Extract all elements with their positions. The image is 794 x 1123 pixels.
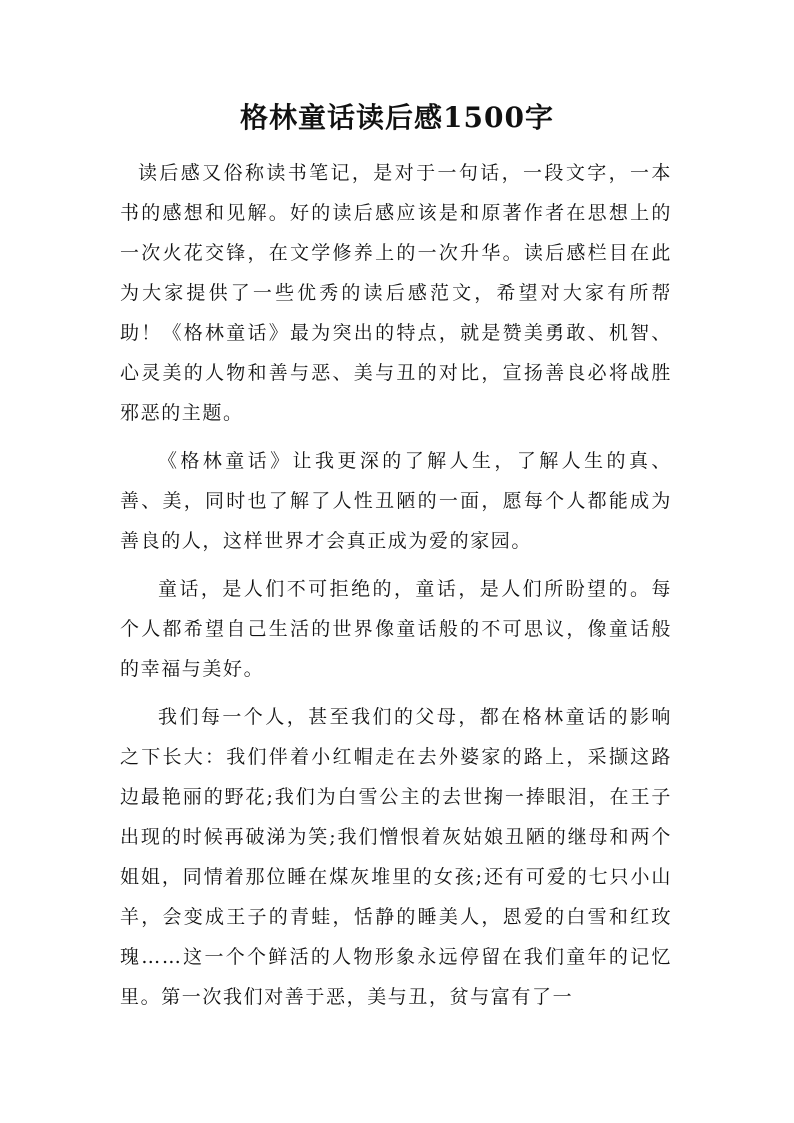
article-body <box>120 153 672 1017</box>
paragraph-childhood-memories: 我们每一个人，甚至我们的父母，都在格林童话的影响之下长大：我们伴着小红帽走在去外婆家的路上，采撷这路边最艳丽的野花;我们为白雪公主的去世掬一捧眼泪，在王子出现的时候再破涕为笑;我们憎恨着灰姑娘丑陋的继母和两个姐姐，同情着那位睡在煤灰堆里的女孩;还有可爱的七只小山羊，会变成王子的青蛙，恬静的睡美人，恩爱的白雪和红玫瑰……这一个个鲜活的人物形象永远停留在我们童年的记忆里。第一次我们对善于恶，美与丑，贫与富有了一 <box>120 706 672 1008</box>
paragraph-intro: 读后感又俗称读书笔记，是对于一句话，一段文字，一本书的感想和见解。好的读后感应该是和原著作者在思想上的一次火花交锋，在文学修养上的一次升华。读后感栏目在此为大家提供了一些优秀的读后感范文，希望对大家有所帮助！《格林童话》最为突出的特点，就是赞美勇敢、机智、心灵美的人物和善与恶、美与丑的对比，宣扬善良必将战胜邪恶的主题。 <box>120 162 672 424</box>
paragraph-understanding: 《格林童话》让我更深的了解人生，了解人生的真、善、美，同时也了解了人性丑陋的一面，愿每个人都能成为善良的人，这样世界才会真正成为爱的家园。 <box>120 450 672 552</box>
page-title: 格林童话读后感1500字 <box>240 101 554 134</box>
paragraph-fairytale-hope: 童话，是人们不可拒绝的，童话，是人们所盼望的。每个人都希望自己生活的世界像童话般的不可思议，像童话般的幸福与美好。 <box>120 578 672 680</box>
